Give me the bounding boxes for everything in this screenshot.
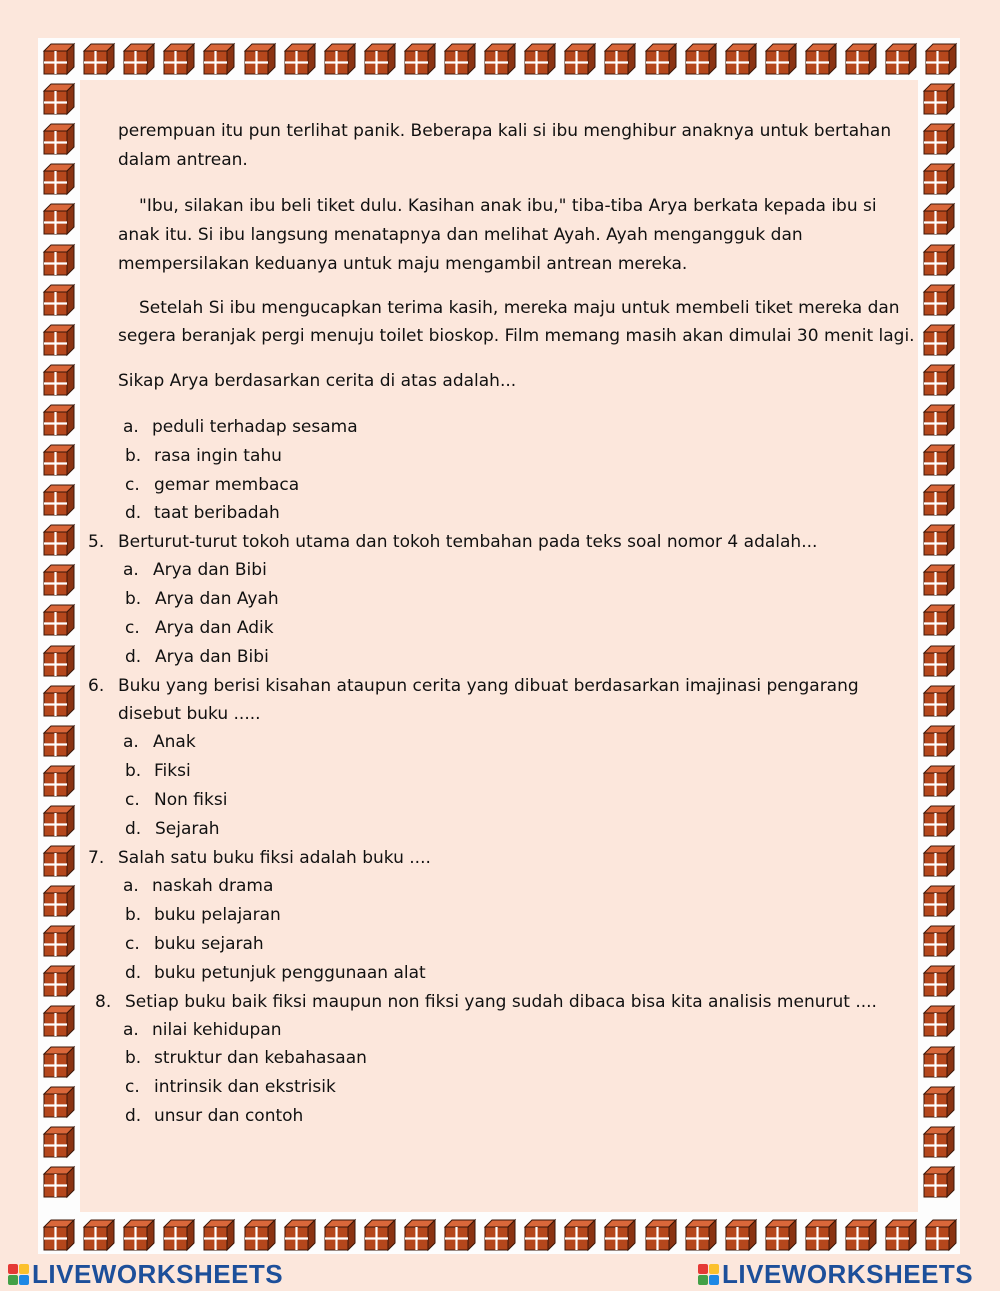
passage-line: anak itu. Si ibu langsung menatapnya dan melihat Ayah. Ayah mengangguk dan (118, 225, 803, 245)
brick-box-icon (42, 764, 76, 798)
option-text: gemar membaca (154, 475, 300, 495)
brick-box-icon (42, 644, 76, 678)
question-6-text: Buku yang berisi kisahan ataupun cerita yang dibuat berdasarkan imajinasi pengarang (118, 676, 859, 696)
liveworksheets-logo-left[interactable] (8, 1259, 283, 1289)
brick-box-icon (363, 42, 397, 76)
brick-box-icon (922, 523, 956, 557)
brick-box-icon (162, 42, 196, 76)
brick-box-icon (42, 1004, 76, 1038)
brick-box-icon (804, 42, 838, 76)
option-text: buku petunjuk penggunaan alat (154, 963, 426, 983)
question-number: 7. (88, 848, 105, 868)
brick-box-icon (202, 42, 236, 76)
option-text: struktur dan kebahasaan (154, 1048, 367, 1068)
brick-box-icon (922, 964, 956, 998)
brick-box-icon (42, 1085, 76, 1119)
brick-box-icon (82, 42, 116, 76)
option-text: Fiksi (154, 761, 191, 781)
brick-box-icon (922, 1165, 956, 1199)
option-letter: a. (123, 876, 139, 896)
brick-box-icon (122, 42, 156, 76)
brick-box-icon (42, 724, 76, 758)
brick-box-icon (283, 1218, 317, 1252)
brick-box-icon (922, 283, 956, 317)
liveworksheets-logo-icon (8, 1264, 29, 1285)
brick-box-icon (884, 42, 918, 76)
passage-line: segera beranjak pergi menuju toilet bioskop. Film memang masih akan dimulai 30 menit lagi. (118, 326, 915, 346)
brick-box-icon (42, 122, 76, 156)
brick-box-icon (323, 1218, 357, 1252)
option-text: intrinsik dan ekstrisik (154, 1077, 336, 1097)
brick-box-icon (443, 1218, 477, 1252)
brick-box-icon (42, 964, 76, 998)
brick-box-icon (922, 483, 956, 517)
brick-box-icon (922, 764, 956, 798)
brick-box-icon (922, 323, 956, 357)
brick-box-icon (922, 804, 956, 838)
brick-box-icon (483, 1218, 517, 1252)
brick-box-icon (844, 1218, 878, 1252)
brick-box-icon (922, 603, 956, 637)
brick-box-icon (42, 1125, 76, 1159)
brick-box-icon (603, 1218, 637, 1252)
question-5-text: Berturut-turut tokoh utama dan tokoh tembahan pada teks soal nomor 4 adalah... (118, 532, 818, 552)
brick-box-icon (243, 42, 277, 76)
option-text: Arya dan Bibi (153, 560, 267, 580)
option-text: rasa ingin tahu (154, 446, 282, 466)
brick-box-icon (483, 42, 517, 76)
brick-box-icon (42, 323, 76, 357)
option-letter: d. (125, 503, 142, 523)
option-text: peduli terhadap sesama (152, 417, 358, 437)
brick-box-icon (764, 42, 798, 76)
option-letter: b. (125, 761, 142, 781)
brick-box-icon (922, 1004, 956, 1038)
brick-box-icon (922, 684, 956, 718)
brick-box-icon (42, 523, 76, 557)
option-letter: c. (125, 934, 140, 954)
option-letter: a. (123, 732, 139, 752)
brick-box-icon (603, 42, 637, 76)
brick-box-icon (162, 1218, 196, 1252)
option-letter: d. (125, 819, 142, 839)
brick-box-icon (922, 563, 956, 597)
brick-box-icon (563, 1218, 597, 1252)
brick-box-icon (884, 1218, 918, 1252)
brick-box-icon (42, 563, 76, 597)
passage-line: "Ibu, silakan ibu beli tiket dulu. Kasihan anak ibu," tiba-tiba Arya berkata kepada ibu si (139, 196, 877, 216)
question-number: 6. (88, 676, 105, 696)
brick-box-icon (323, 42, 357, 76)
brick-box-icon (922, 363, 956, 397)
option-text: Arya dan Ayah (155, 589, 279, 609)
question-7-text: Salah satu buku fiksi adalah buku .... (118, 848, 431, 868)
brick-box-icon (42, 884, 76, 918)
brick-box-icon (922, 844, 956, 878)
brick-box-icon (922, 884, 956, 918)
question-number: 5. (88, 532, 105, 552)
option-letter: c. (125, 1077, 140, 1097)
brick-box-icon (243, 1218, 277, 1252)
brick-box-icon (42, 243, 76, 277)
brick-box-icon (684, 42, 718, 76)
brick-box-icon (42, 202, 76, 236)
passage-line: mempersilakan keduanya untuk maju mengambil antrean mereka. (118, 254, 688, 274)
logo-text: LIVEWORKSHEETS (32, 1258, 284, 1289)
brick-box-icon (42, 1045, 76, 1079)
brick-box-icon (42, 804, 76, 838)
brick-box-icon (844, 42, 878, 76)
brick-box-icon (924, 42, 958, 76)
brick-box-icon (42, 443, 76, 477)
brick-box-icon (42, 684, 76, 718)
option-text: Non fiksi (154, 790, 228, 810)
option-letter: a. (123, 1020, 139, 1040)
brick-box-icon (644, 42, 678, 76)
brick-box-icon (403, 42, 437, 76)
brick-box-icon (922, 82, 956, 116)
brick-box-icon (922, 1045, 956, 1079)
brick-box-icon (42, 844, 76, 878)
option-letter: a. (123, 560, 139, 580)
brick-box-icon (684, 1218, 718, 1252)
brick-box-icon (443, 42, 477, 76)
option-text: nilai kehidupan (152, 1020, 282, 1040)
brick-box-icon (42, 82, 76, 116)
option-text: Anak (153, 732, 196, 752)
option-letter: b. (125, 1048, 142, 1068)
brick-box-icon (363, 1218, 397, 1252)
worksheet-page (80, 80, 918, 1212)
brick-box-icon (764, 1218, 798, 1252)
brick-box-icon (922, 162, 956, 196)
brick-box-icon (563, 42, 597, 76)
brick-box-icon (922, 122, 956, 156)
question-4-text: Sikap Arya berdasarkan cerita di atas adalah... (118, 371, 517, 391)
brick-box-icon (922, 1125, 956, 1159)
brick-box-icon (922, 202, 956, 236)
option-text: Arya dan Adik (155, 618, 274, 638)
brick-box-icon (42, 283, 76, 317)
brick-box-icon (523, 1218, 557, 1252)
option-letter: c. (125, 618, 140, 638)
option-letter: a. (123, 417, 139, 437)
brick-box-icon (724, 1218, 758, 1252)
passage-line: Setelah Si ibu mengucapkan terima kasih, mereka maju untuk membeli tiket mereka dan (139, 298, 900, 318)
option-text: naskah drama (152, 876, 274, 896)
option-letter: d. (125, 963, 142, 983)
brick-box-icon (42, 483, 76, 517)
option-letter: d. (125, 647, 142, 667)
brick-box-icon (922, 243, 956, 277)
question-6-text: disebut buku ..... (118, 704, 261, 724)
question-8-text: Setiap buku baik fiksi maupun non fiksi yang sudah dibaca bisa kita analisis menurut .... (125, 992, 877, 1012)
option-letter: d. (125, 1106, 142, 1126)
option-text: unsur dan contoh (154, 1106, 304, 1126)
brick-box-icon (922, 644, 956, 678)
brick-box-icon (42, 403, 76, 437)
option-text: Sejarah (155, 819, 220, 839)
brick-box-icon (922, 924, 956, 958)
liveworksheets-logo-icon (698, 1264, 719, 1285)
brick-box-icon (283, 42, 317, 76)
option-letter: b. (125, 905, 142, 925)
brick-box-icon (924, 1218, 958, 1252)
brick-box-icon (922, 724, 956, 758)
option-letter: c. (125, 475, 140, 495)
option-letter: b. (125, 589, 142, 609)
brick-box-icon (42, 1165, 76, 1199)
brick-box-icon (42, 162, 76, 196)
liveworksheets-logo-right[interactable] (698, 1259, 973, 1289)
question-number: 8. (95, 992, 112, 1012)
passage-line: perempuan itu pun terlihat panik. Beberapa kali si ibu menghibur anaknya untuk bertahan (118, 121, 892, 141)
brick-box-icon (922, 1085, 956, 1119)
brick-box-icon (42, 42, 76, 76)
brick-box-icon (724, 42, 758, 76)
brick-box-icon (82, 1218, 116, 1252)
brick-box-icon (644, 1218, 678, 1252)
brick-box-icon (42, 1218, 76, 1252)
brick-box-icon (523, 42, 557, 76)
brick-box-icon (42, 363, 76, 397)
brick-box-icon (804, 1218, 838, 1252)
option-text: taat beribadah (154, 503, 280, 523)
option-text: Arya dan Bibi (155, 647, 269, 667)
passage-line: dalam antrean. (118, 150, 248, 170)
logo-text: LIVEWORKSHEETS (722, 1258, 974, 1289)
brick-box-icon (122, 1218, 156, 1252)
option-letter: b. (125, 446, 142, 466)
option-text: buku sejarah (154, 934, 264, 954)
option-letter: c. (125, 790, 140, 810)
brick-box-icon (202, 1218, 236, 1252)
brick-box-icon (922, 403, 956, 437)
brick-box-icon (922, 443, 956, 477)
option-text: buku pelajaran (154, 905, 281, 925)
brick-box-icon (403, 1218, 437, 1252)
brick-box-icon (42, 603, 76, 637)
brick-box-icon (42, 924, 76, 958)
